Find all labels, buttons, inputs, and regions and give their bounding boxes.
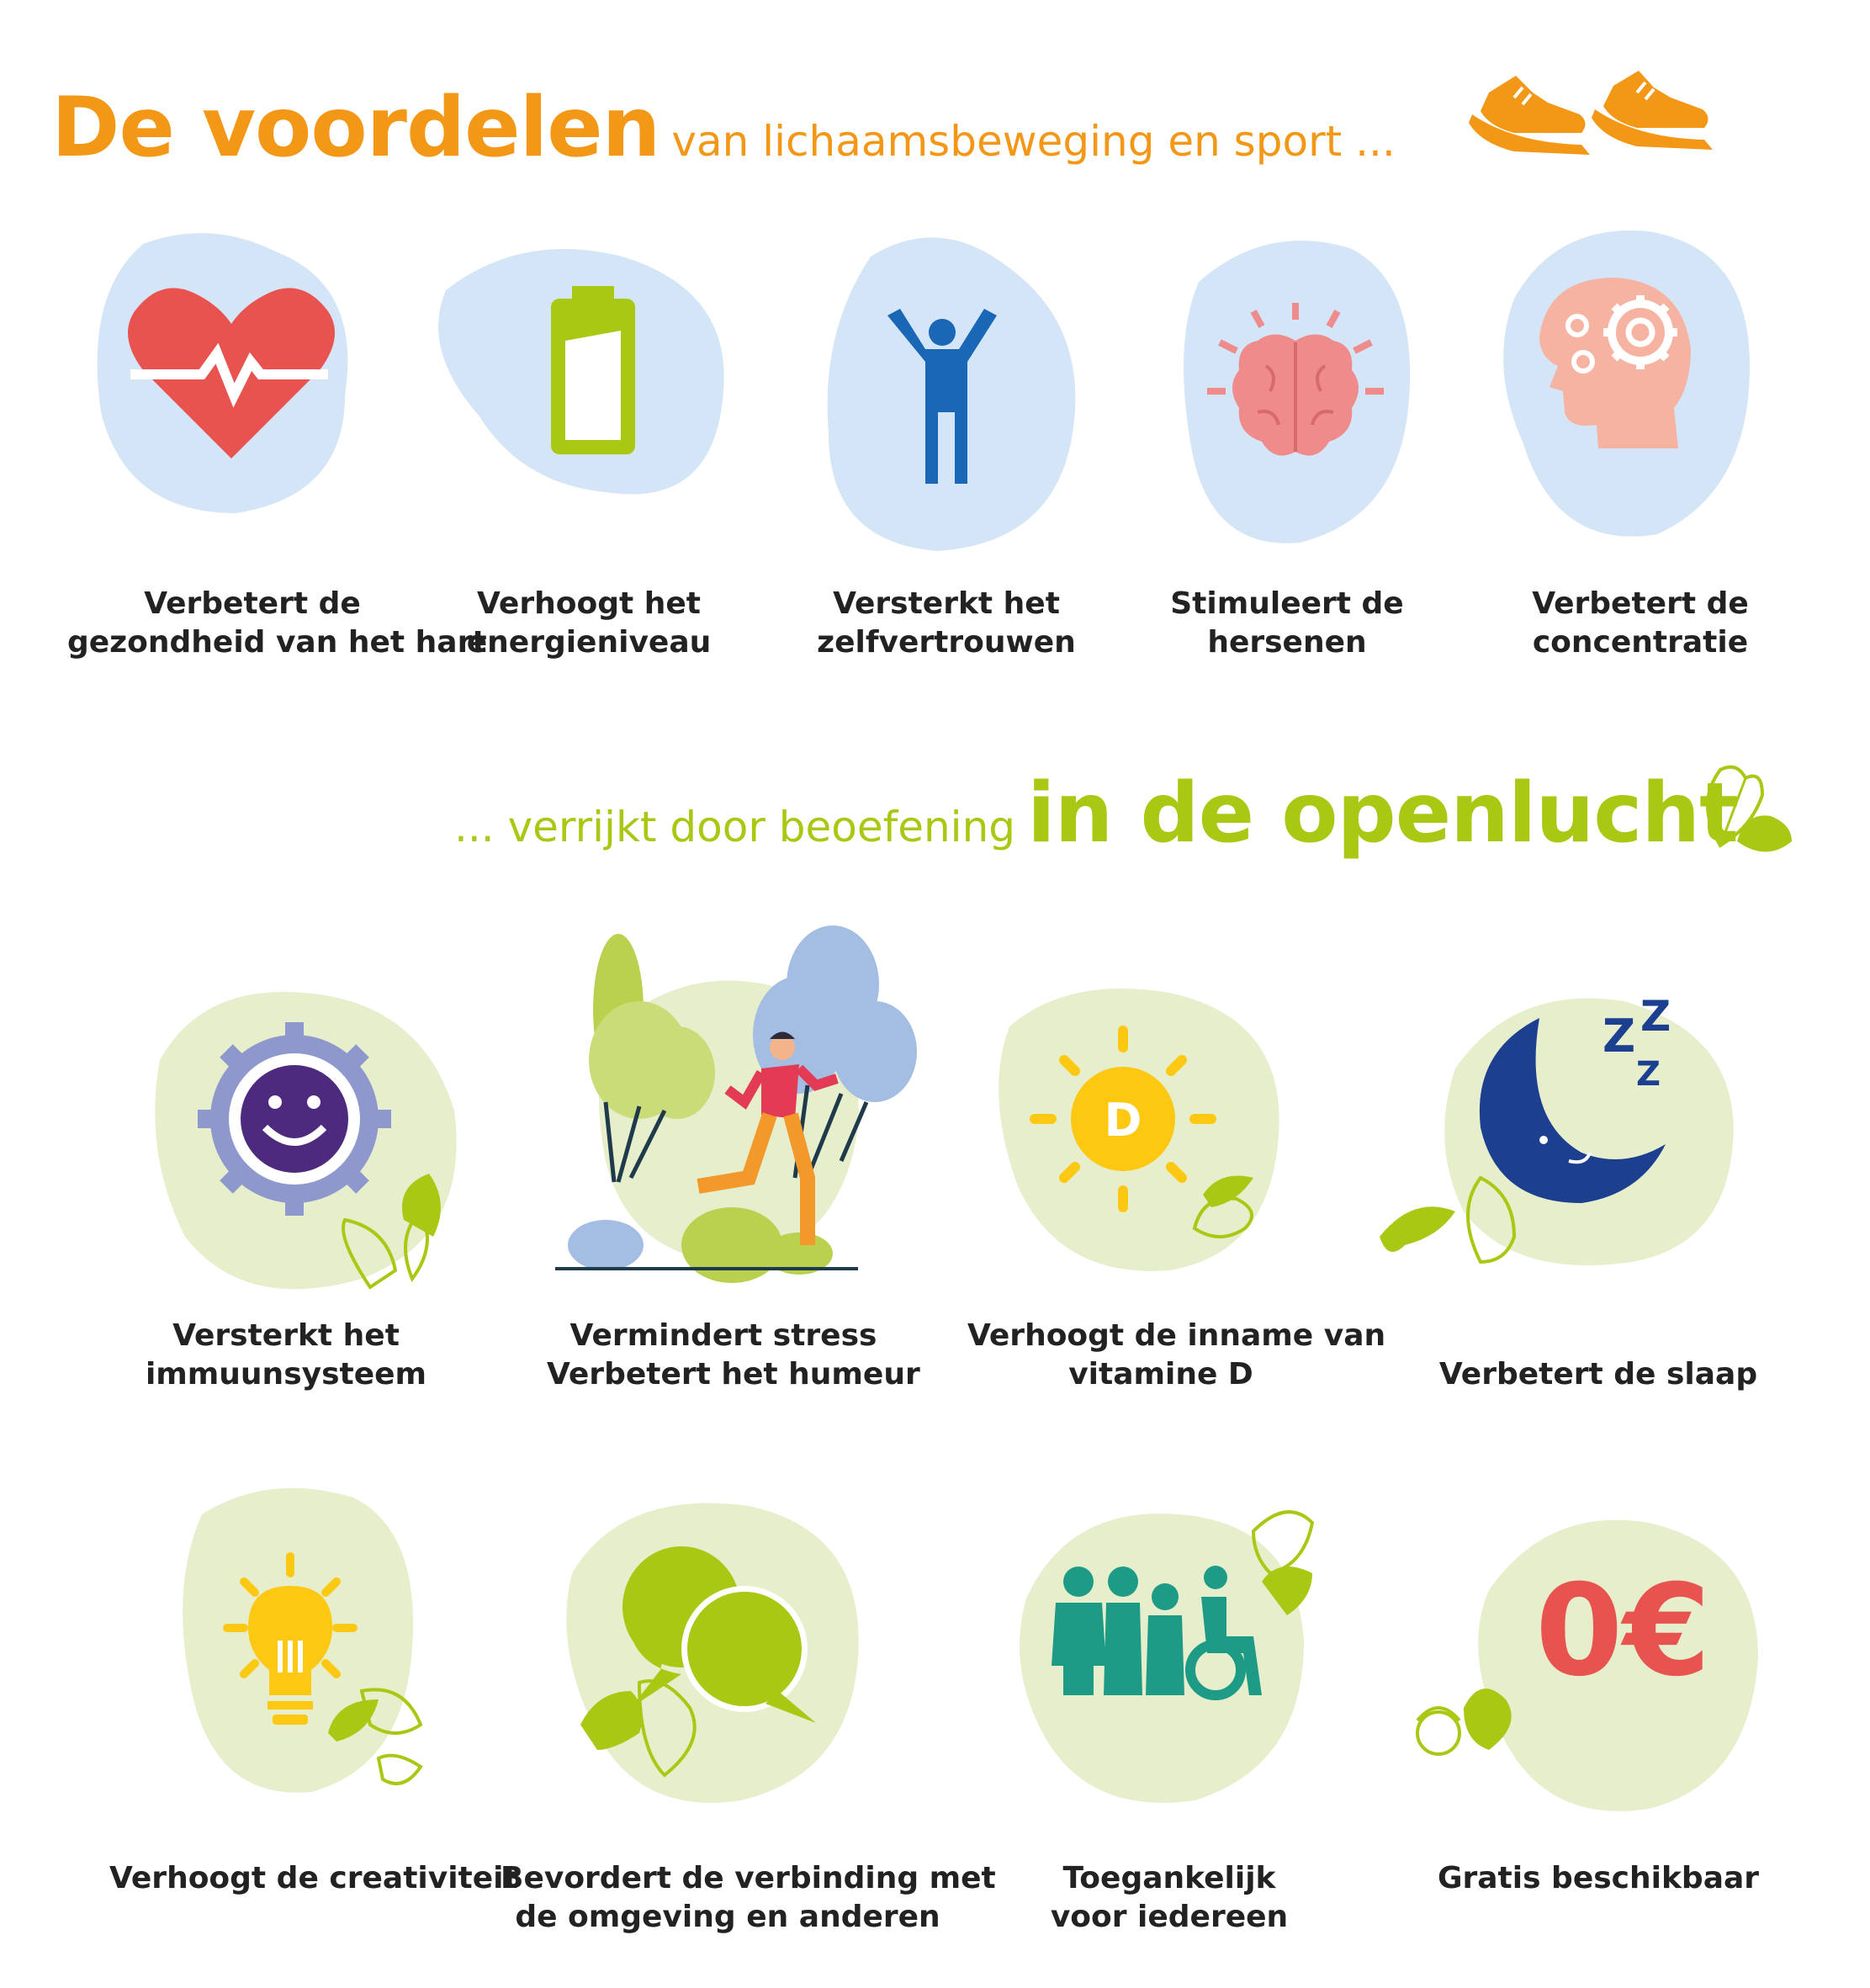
immune-smiley-icon — [198, 1022, 391, 1216]
label-free: Gratis beschikbaar — [1437, 1861, 1760, 1895]
zero-euro-icon: 0€ — [1535, 1558, 1711, 1704]
title-emphasis: De voordelen — [51, 80, 660, 176]
label-concentration: Verbetert de concentratie — [1532, 586, 1749, 660]
benefit-energy — [429, 240, 732, 526]
benefit-concentration — [1489, 223, 1758, 551]
benefit-stress — [555, 925, 942, 1279]
label-brain: Stimuleert de hersenen — [1170, 586, 1404, 660]
benefit-creativity — [168, 1481, 446, 1834]
benefit-brain — [1173, 231, 1417, 551]
benefit-confidence — [820, 231, 1081, 551]
label-sleep: Verbetert de slaap — [1438, 1357, 1758, 1392]
label-immune: Versterkt het immuunsysteem — [145, 1318, 427, 1392]
leaf-decor-icon — [1417, 1688, 1512, 1754]
label-connection: Bevordert de verbinding met de omgeving en anderen — [501, 1861, 996, 1934]
label-heart: Verbetert de gezondheid van het hart — [67, 586, 487, 660]
label-vitamin-d: Verhoogt de inname van vitamine D — [967, 1318, 1386, 1392]
battery-icon — [551, 286, 635, 454]
leaves-icon — [1687, 753, 1796, 862]
label-stress: Vermindert stress Verbetert het humeur — [547, 1318, 920, 1392]
benefit-sleep — [1380, 984, 1750, 1296]
section-emphasis: in de openlucht — [1027, 766, 1738, 861]
svg-text:Z: Z — [1602, 1010, 1636, 1063]
page-title — [0, 80, 1447, 176]
benefit-free — [1405, 1506, 1775, 1826]
benefit-vitamin-d — [984, 976, 1321, 1287]
svg-text:Z: Z — [1640, 992, 1671, 1041]
label-energy: Verhoogt het energieniveau — [466, 586, 712, 660]
svg-text:Z: Z — [1636, 1055, 1661, 1094]
label-creativity: Verhoogt de creativiteit — [109, 1861, 518, 1895]
label-confidence: Versterkt het zelfvertrouwen — [817, 586, 1076, 660]
benefit-connection — [564, 1498, 883, 1834]
svg-text:D: D — [1104, 1094, 1142, 1147]
sneakers-icon — [1464, 59, 1724, 168]
title-subtitle: van lichaamsbeweging en sport ... — [671, 117, 1396, 166]
section-subtitle: ... verrijkt door beoefening — [454, 803, 1015, 851]
benefit-immune — [143, 984, 463, 1329]
section-title — [454, 766, 1738, 861]
label-accessible: Toegankelijk voor iedereen — [1050, 1861, 1289, 1934]
benefit-accessible — [1009, 1498, 1363, 1817]
benefit-heart — [93, 227, 370, 522]
